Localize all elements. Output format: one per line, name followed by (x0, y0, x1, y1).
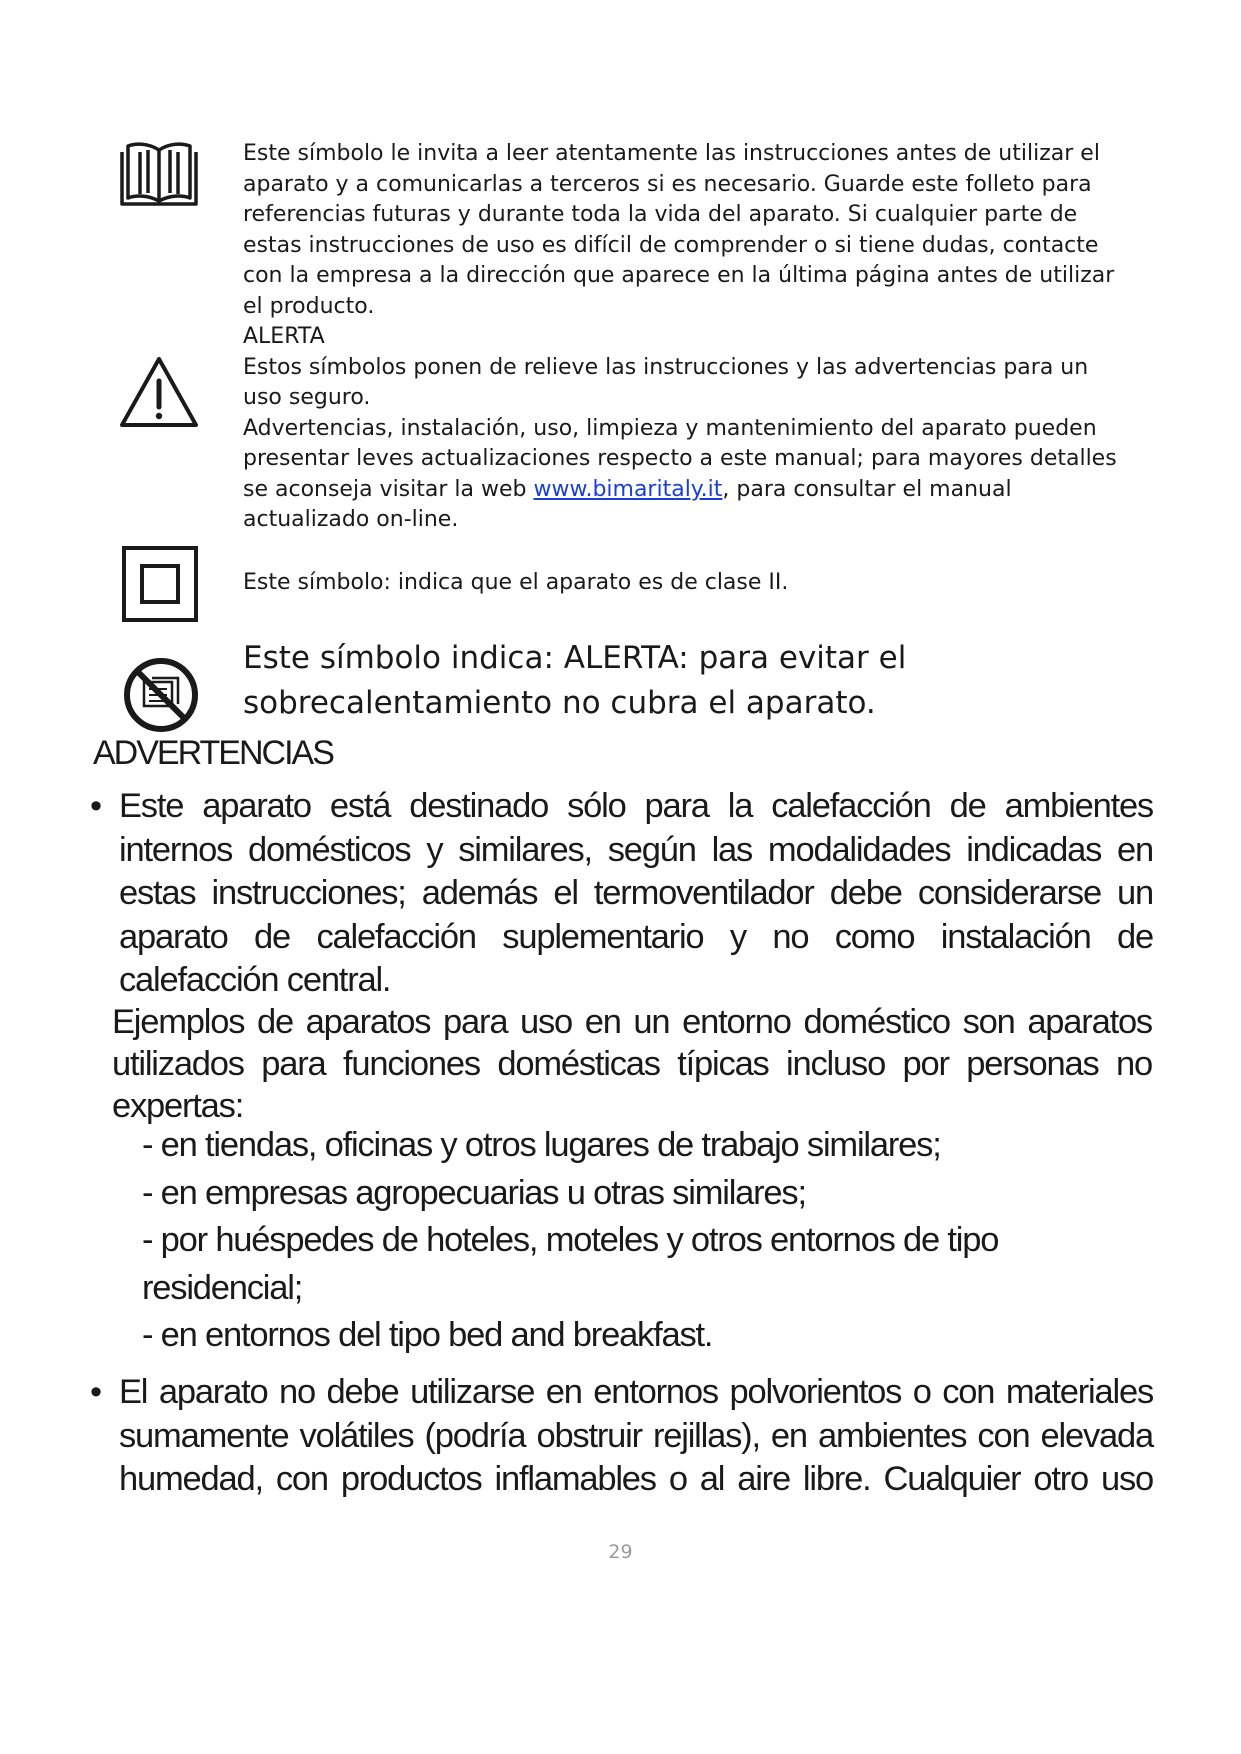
warning-bullet-1-text: Este aparato está destinado sólo para la calefacción de ambientes internos domésticos y similares, según las modalidades indicadas en estas instrucciones; además el termoventilador debe considerarse un aparato de calefacción suplementario y no como instalación de calefacción central. (119, 787, 1153, 999)
bullet-dot: • (90, 1373, 101, 1411)
example-item: - en tiendas, oficinas y otros lugares de trabajo similares; (142, 1126, 941, 1164)
website-link[interactable]: www.bimaritaly.it (533, 476, 723, 502)
update-text-before: Advertencias, instalación, uso, limpieza y mantenimiento del aparato pueden presentar leves actualizaciones respecto a este manual; para mayores detalles se aconseja visitar la web (243, 415, 1117, 502)
alert-label: ALERTA (243, 324, 325, 349)
warning-bullet-1 (90, 785, 1153, 1003)
warnings-heading: ADVERTENCIAS (93, 734, 333, 772)
no-cover-body: : para evitar el sobrecalentamiento no cubra el aparato. (243, 640, 907, 721)
class-ii-text: Este símbolo: indica que el aparato es de clase II. (243, 570, 789, 595)
update-text-after: , para consultar el manual actualizado on-line. (243, 476, 1012, 532)
read-manual-icon (118, 138, 200, 208)
no-cover-text (243, 636, 1143, 726)
example-item: - en entornos del tipo bed and breakfast. (142, 1316, 713, 1354)
class-ii-text-block (243, 568, 1123, 599)
page-number: 29 (608, 1541, 633, 1563)
update-text (243, 414, 1123, 536)
symbols-text-block (243, 139, 1123, 536)
example-item: - por huéspedes de hoteles, moteles y otros entornos de tipo residencial; (142, 1221, 999, 1307)
do-not-cover-icon (122, 656, 200, 734)
warning-triangle-icon (118, 355, 200, 429)
manual-instructions-text: Este símbolo le invita a leer atentamente las instrucciones antes de utilizar el aparato y a comunicarlas a terceros si es necesario. Guarde este folleto para referencias futuras y durante toda la vida del aparato. Si cualquier parte de estas instrucciones de uso es difícil de comprender o si tiene dudas, contacte con la empresa a la dirección que aparece en la última página antes de utilizar el producto. (243, 141, 1115, 319)
example-item: - en empresas agropecuarias u otras similares; (142, 1173, 806, 1212)
no-cover-text-block (243, 636, 1143, 726)
examples-list (142, 1122, 1142, 1360)
warning-bullet-2 (90, 1371, 1153, 1502)
class-ii-icon (122, 546, 198, 622)
no-cover-prefix: Este símbolo indica: (243, 640, 564, 676)
warning-bullet-2-text: El aparato no debe utilizarse en entornos polvorientos o con materiales sumamente volátiles (podría obstruir rejillas), en ambientes con elevada humedad, con productos inflamables o al aire libre. Cualquier otro uso (119, 1373, 1153, 1498)
no-cover-alert: ALERTA (563, 640, 679, 676)
alert-text: Estos símbolos ponen de relieve las instrucciones y las advertencias para un uso seguro. (243, 354, 1089, 410)
bullet-dot: • (90, 787, 101, 825)
examples-intro: Ejemplos de aparatos para uso en un entorno doméstico son aparatos utilizados para funciones domésticas típicas incluso por personas no expertas: (112, 1003, 1152, 1125)
